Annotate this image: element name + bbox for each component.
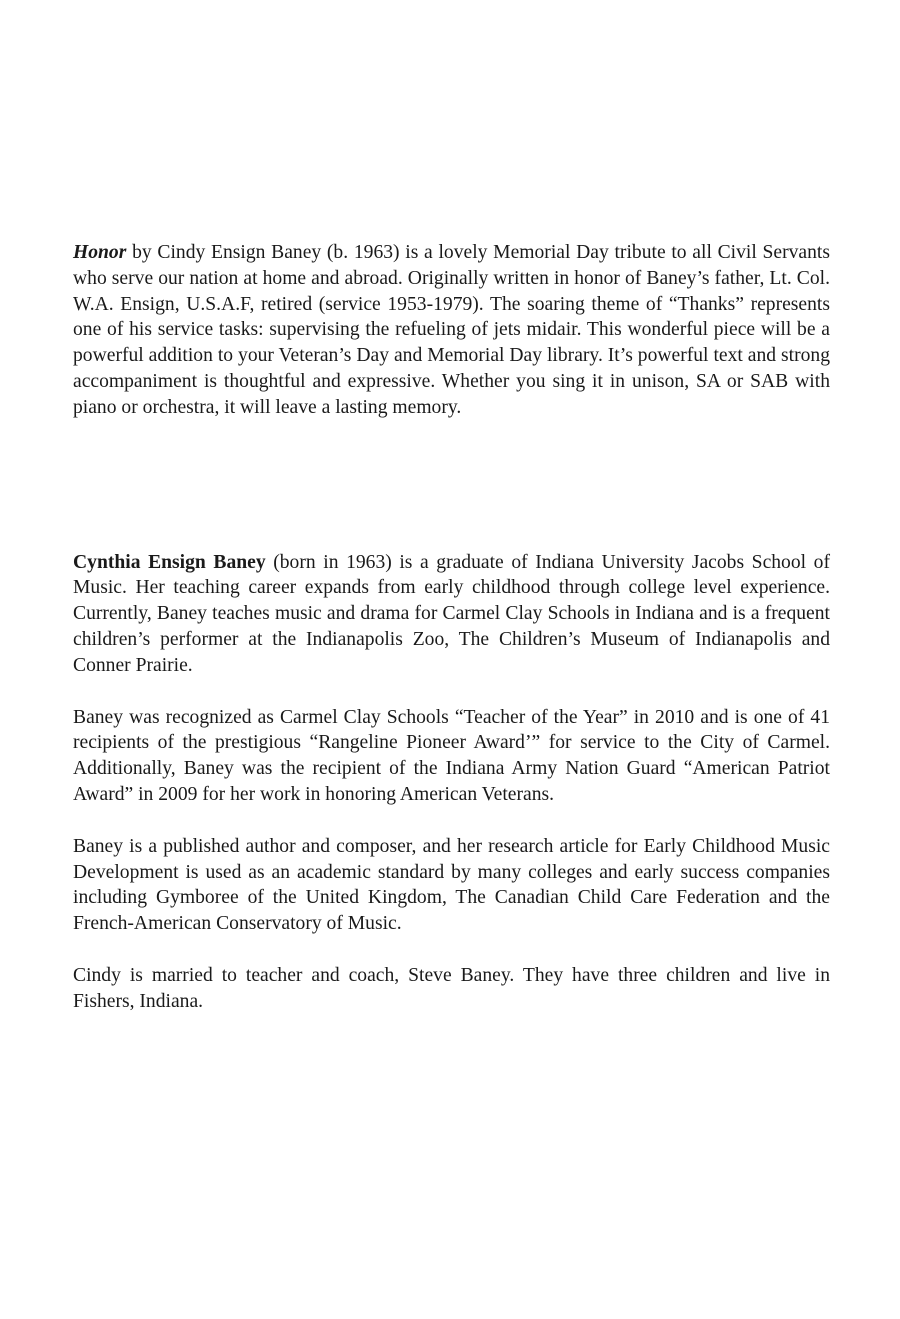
piece-description-text: by Cindy Ensign Baney (b. 1963) is a lovely Memorial Day tribute to all Civil Servants who serve our nation at home and abroad. Originally written in honor of Baney’s father, Lt. Col. W.A. Ensign, U.S.A.F, retired (service 1953-1979). The soaring theme of “Thanks” represents one of his service tasks: supervising the refueling of jets midair. This wonderful piece will be a powerful addition to your Veteran’s Day and Memorial Day library. It’s powerful text and strong accompaniment is thoughtful and expressive. Whether you sing it in unison, SA or SAB with piano or orchestra, it will leave a lasting memory. [73,242,830,418]
piece-title: Honor [73,242,127,263]
bio-paragraph-family: Cindy is married to teacher and coach, Steve Baney. They have three children and live in Fishers, Indiana. [73,964,830,1012]
bio-education-text: (born in 1963) is a graduate of Indiana University Jacobs School of Music. Her teaching career expands from early childhood through college level experience. Currently, Baney teaches music and drama for Carmel Clay Schools in Indiana and is a frequent children’s performer at the Indianapolis Zoo, The Children’s Museum of Indianapolis and Conner Prairie. [73,551,830,676]
bio-paragraph-education [73,550,830,679]
composer-name: Cynthia Ensign Baney [73,551,266,573]
piece-description-paragraph [73,240,830,421]
bio-paragraph-publications: Baney is a published author and composer, and her research article for Early Childhood Music Development is used as an academic standard by many colleges and early success companies including Gymboree of the United Kingdom, The Canadian Child Care Federation and the French-American Conservatory of Music. [73,835,830,935]
bio-paragraph-awards: Baney was recognized as Carmel Clay Schools “Teacher of the Year” in 2010 and is one of 41 recipients of the prestigious “Rangeline Pioneer Award’” for service to the City of Carmel. Additionally, Baney was the recipient of the Indiana Army Nation Guard “American Patriot Award” in 2009 for her work in honoring American Veterans. [73,706,830,805]
document-page [73,240,830,1015]
